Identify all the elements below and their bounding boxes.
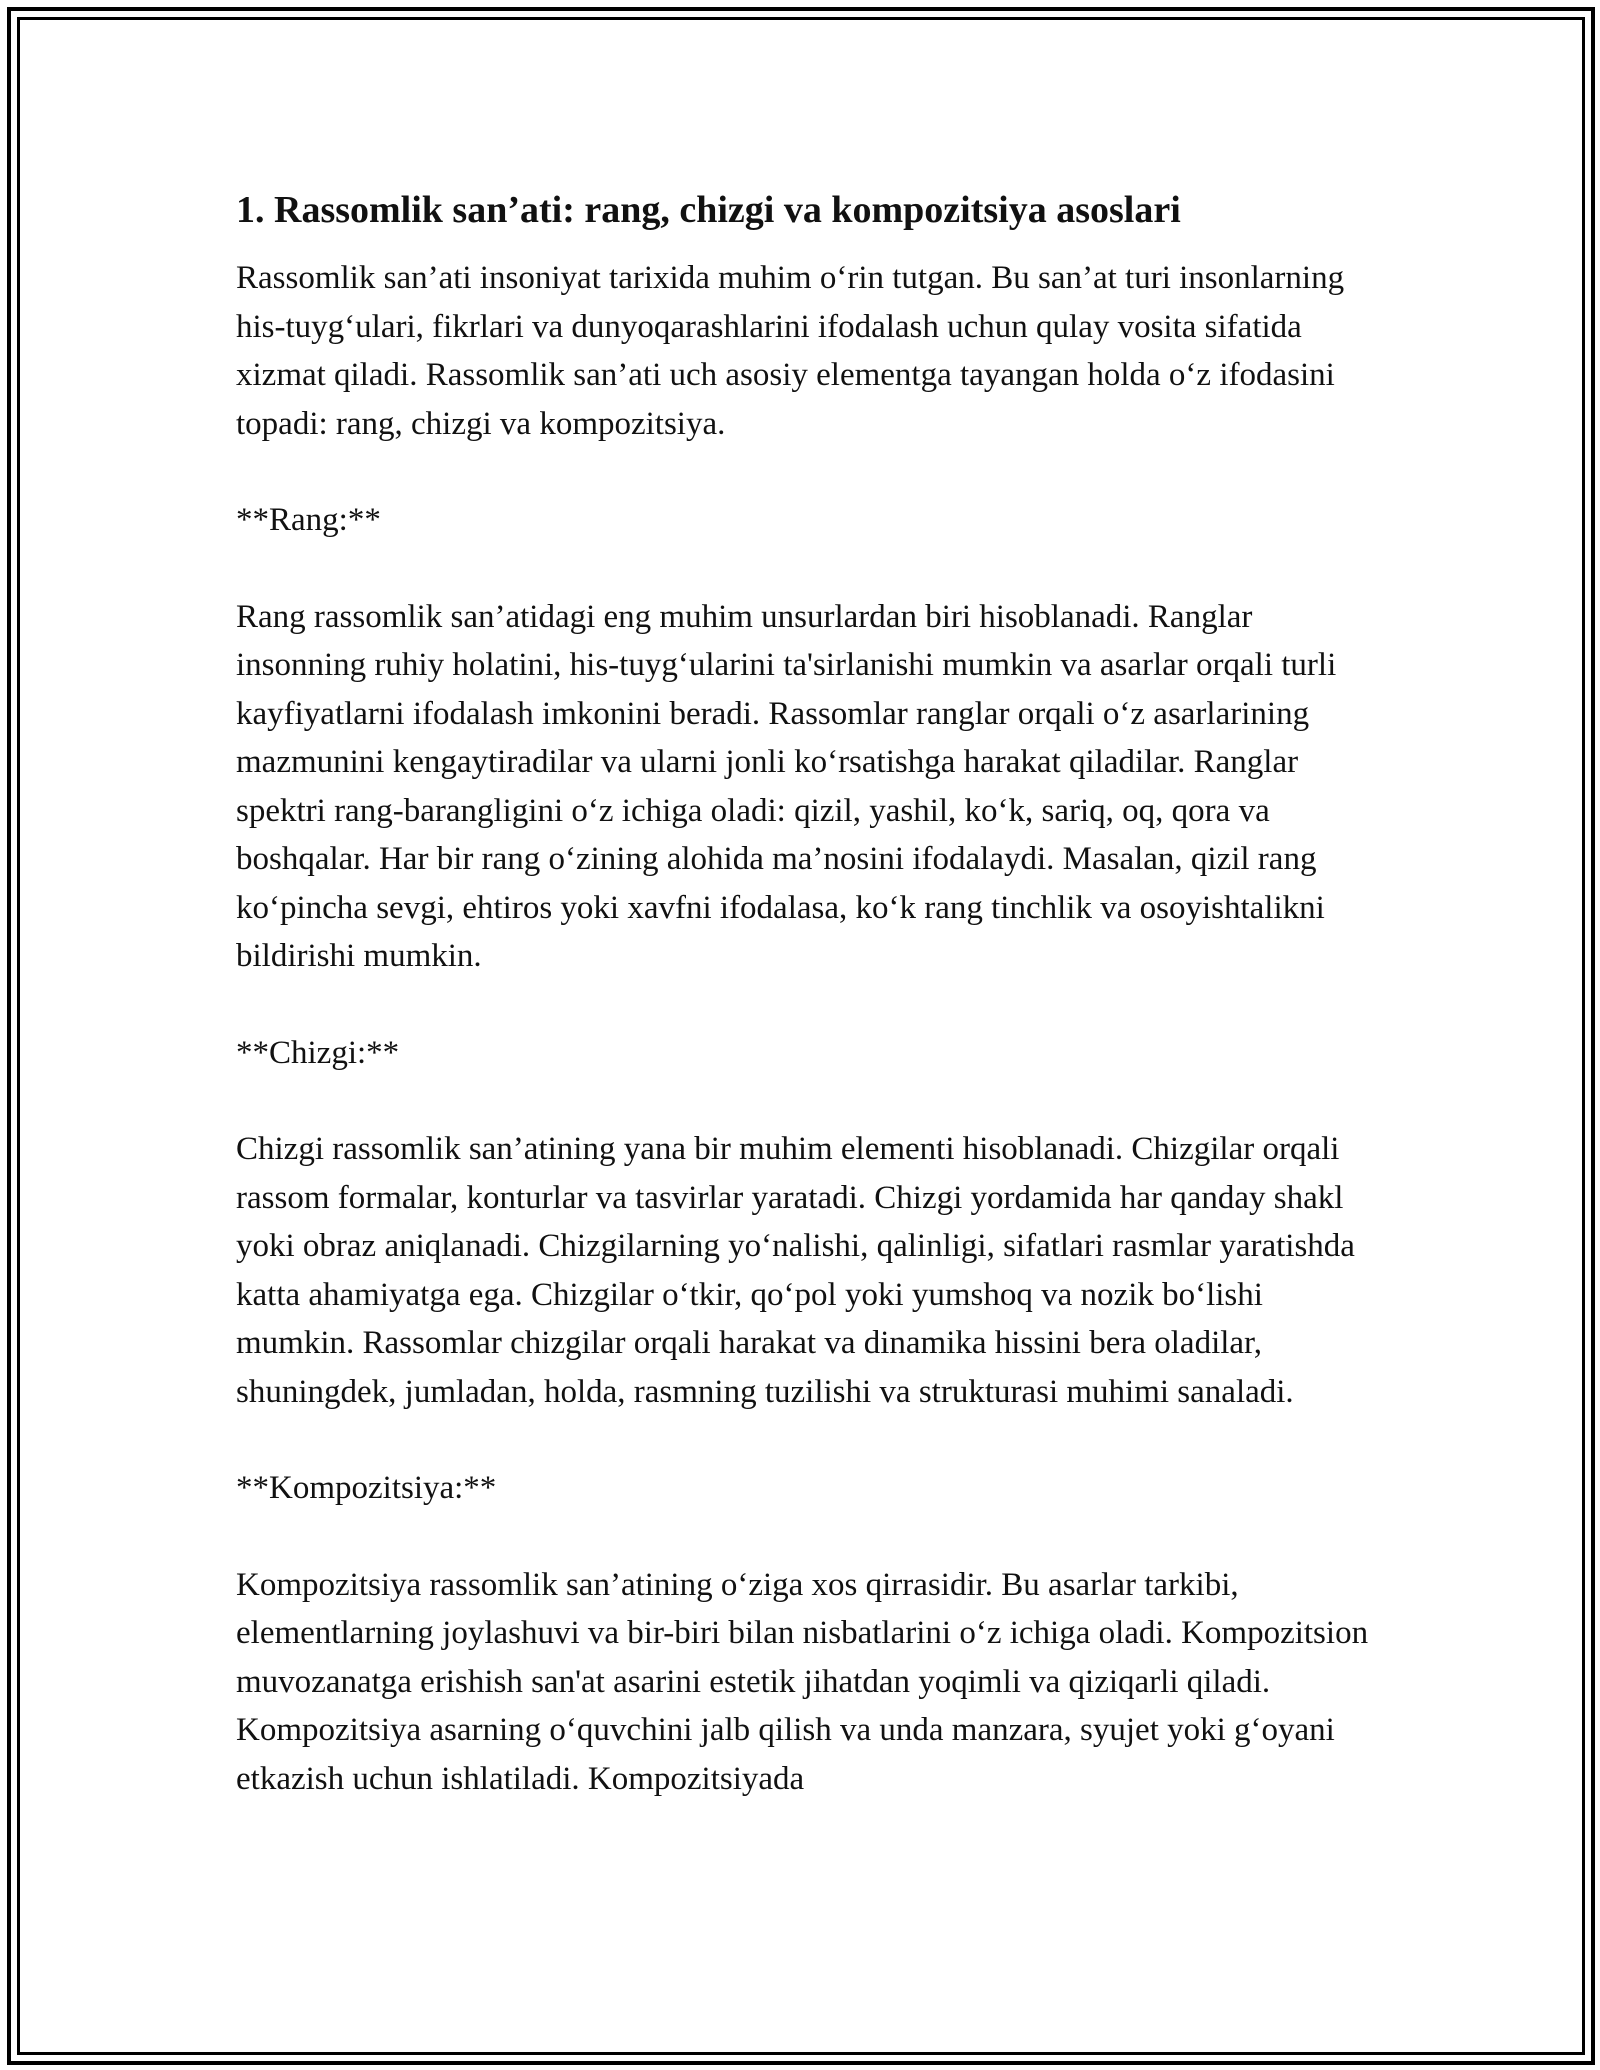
section-body-chizgi: Chizgi rassomlik san’atining yana bir muhim elementi hisoblanadi. Chizgilar orqali rassom formalar, konturlar va tasvirlar yaratadi. Chizgi yordamida har qanday shakl yoki obraz aniqlanadi. Chizgilarning yo‘nalishi, qalinligi, sifatlari rasmlar yaratishda katta ahamiyatga ega. Chizgilar o‘tkir, qo‘pol yoki yumshoq va nozik bo‘lishi mumkin. Rassomlar chizgilar orqali harakat va dinamika hissini bera oladilar, shuningdek, jumladan, holda, rasmning tuzilishi va strukturasi muhimi sanaladi.	[236, 1131, 1355, 1410]
section-heading-kompozitsiya: **Kompozitsiya:**	[236, 1470, 497, 1506]
section-body-rang: Rang rassomlik san’atidagi eng muhim unsurlardan biri hisoblanadi. Ranglar insonning ruhiy holatini, his-tuyg‘ularini ta'sirlanishi mumkin va asarlar orqali turli kayfiyatlarni ifodalash imkonini beradi. Rassomlar ranglar orqali o‘z asarlarining mazmunini kengaytiradilar va ularni jonli ko‘rsatishga harakat qiladilar. Ranglar spektri rang-barangligini o‘z ichiga oladi: qizil, yashil, ko‘k, sariq, oq, qora va boshqalar. Har bir rang o‘zining alohida ma’nosini ifodalaydi. Masalan, qizil rang ko‘pincha sevgi, ehtiros yoki xavfni ifodalasa, ko‘k rang tinchlik va osoyishtalikni bildirishi mumkin.	[236, 598, 1337, 974]
intro-paragraph: Rassomlik san’ati insoniyat tarixida muhim o‘rin tutgan. Bu san’at turi insonlarning his-tuyg‘ulari, fikrlari va dunyoqarashlarini ifodalash uchun qulay vosita sifatida xizmat qiladi. Rassomlik san’ati uch asosiy elementga tayangan holda o‘z ifodasini topadi: rang, chizgi va kompozitsiya.	[236, 260, 1345, 442]
document-page	[236, 186, 1386, 1851]
section-heading-rang: **Rang:**	[236, 502, 381, 538]
section-body-kompozitsiya: Kompozitsiya rassomlik san’atining o‘ziga xos qirrasidir. Bu asarlar tarkibi, elementlarning joylashuvi va bir-biri bilan nisbatlarini o‘z ichiga oladi. Kompozitsion muvozanatga erishish san'at asarini estetik jihatdan yoqimli va qiziqarli qiladi. Kompozitsiya asarning o‘quvchini jalb qilish va unda manzara, syujet yoki g‘oyani etkazish uchun ishlatiladi. Kompozitsiyada	[236, 1566, 1369, 1797]
document-title: 1. Rassomlik san’ati: rang, chizgi va kompozitsiya asoslari	[236, 189, 1181, 231]
section-heading-chizgi: **Chizgi:**	[236, 1034, 400, 1071]
